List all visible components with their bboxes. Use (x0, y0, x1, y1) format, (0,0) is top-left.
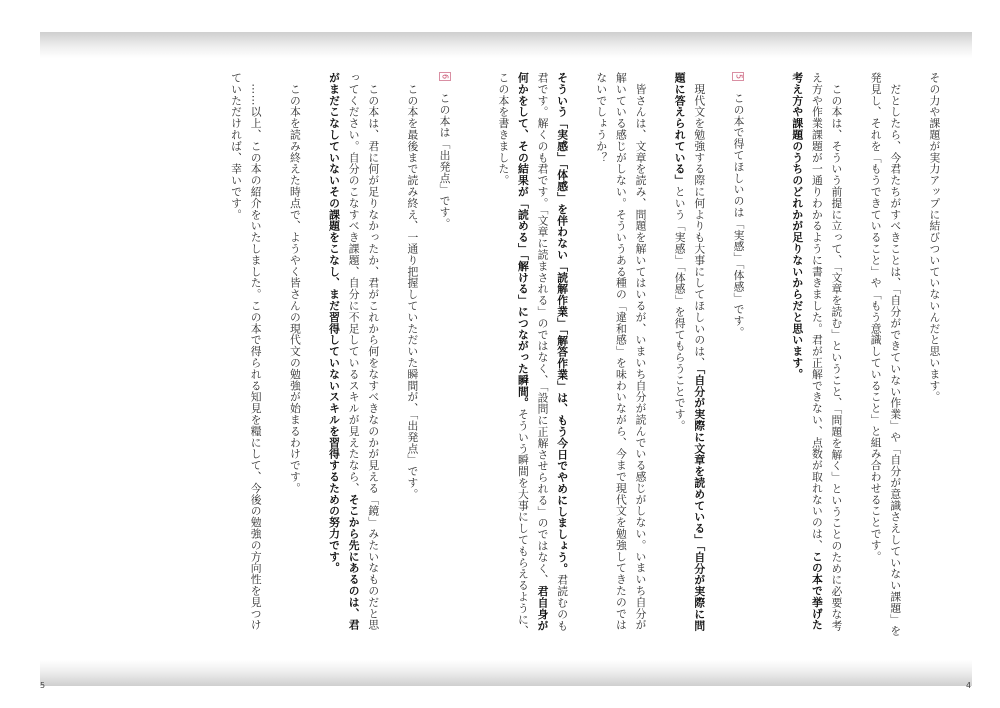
right-page-body (438, 72, 964, 640)
left-page-body (230, 72, 442, 640)
section-number-badge: 6 (440, 74, 450, 80)
paragraph: だとしたら、今君たちがすべきことは、「自分ができていない作業」や「自分が意識さえしていない課題」を発見し、それを「もうできていること」や「もう意識していること」と組み合わせることです。 (869, 72, 903, 637)
paragraph: この本を最後まで読み終え、一通り把握していただいた瞬間が、「出発点」です。 (406, 83, 420, 500)
emphasis-text: 君自身が何かをして、その結果が「読める」「解ける」につながった瞬間。 (516, 72, 550, 632)
paragraph: この本を読み終えた時点で、ようやく皆さんの現代文の勉強が始まるわけです。 (288, 83, 302, 494)
paragraph: 皆さんは、文章を読み、問題を解いてはいるが、いまいち自分が読んでいる感じがしない。いまいち自分が解いている感じがしない。そういうある種の「違和感」を味わいながら、今まで現代文を勉強してきたのではないでしょうか？ (595, 72, 648, 631)
emphasis-text: そこから先にあるのは、君がまだこなしていないその課題をこなし、まだ習得していないスキルを習得するための努力です。 (328, 72, 361, 631)
paragraph: この本は、そういう前提に立って、「文章を読む」ということ、「問題を解く」ということのために必要な考え方や作業課題が一通りわかるように書きました。君が正解できない、点数が取れないのは、この本で挙げた考え方や課題のうちのどれかが足りないからだと思います。 (791, 72, 844, 632)
emphasis-text: 「自分が実際に文章を読めている」 (693, 368, 707, 546)
paragraph: この本は、君に何が足りなかったか、君がこれから何をなすべきなのかが見える「鏡」みたいなものだと思ってください。自分のこなすべき課題、自分に不足しているスキルが見えたなら、そこから先にあるのは、君がまだこなしていないその課題をこなし、まだ習得していないスキルを習得するための努力です。 (328, 72, 381, 631)
paragraph: ……以上、この本の紹介をいたしました。この本で得られる知見を糧にして、今後の勉強の方向性を見つけていただければ、幸いです。 (230, 72, 263, 631)
top-decorative-band (40, 32, 972, 58)
page-number-left: 5 (40, 681, 46, 690)
section-heading-5: 5 この本で得てほしいのは「実感」「体感」です。 (732, 74, 746, 338)
section-heading-6: 6 この本は「出発点」です。 (438, 74, 452, 230)
paragraph: 現代文を勉強する際に何よりも大事にしてほしいのは、「自分が実際に文章を読めている」「自分が実際に問題に答えられている」という「実感」「体感」を得てもらうことです。 (673, 72, 707, 632)
emphasis-text: 「自分が実際に問題に答えられている」 (673, 72, 707, 632)
section-number-badge: 5 (734, 74, 744, 80)
paragraph: その力や課題が実力アップに結びついていないんだと思います。 (928, 72, 942, 403)
bottom-decorative-band (40, 660, 972, 686)
page-number-right: 4 (966, 681, 972, 690)
emphasis-text: この本で挙げた考え方や課題のうちのどれかが足りないからだと思います。 (791, 72, 824, 631)
emphasis-text: そういう「実感」「体感」を伴わない「読解作業」「解答作業」は、もう今日でやめにしましょう。 (556, 72, 570, 575)
paragraph: そういう「実感」「体感」を伴わない「読解作業」「解答作業」は、もう今日でやめにしましょう。君読むのも君です。解くのも君です。「文章に読まされる」のではなく、「設問に正解させられる」のではなく、君自身が何かをして、その結果が「読める」「解ける」につながった瞬間。そういう瞬間を大事にしてもらえるように、この本を書きました。 (497, 72, 570, 637)
